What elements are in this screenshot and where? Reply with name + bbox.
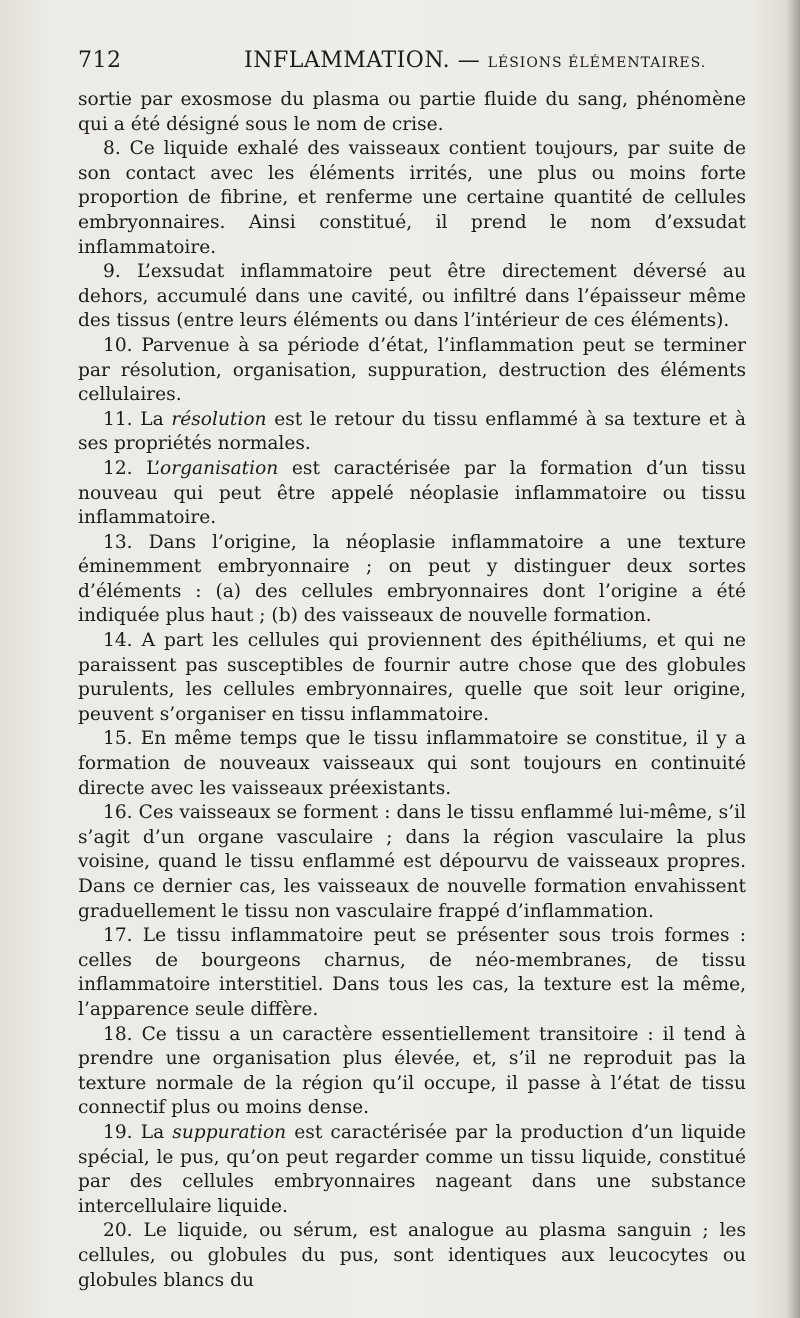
title-separator: — [457, 48, 481, 73]
page-edge-shadow [786, 0, 800, 1318]
paragraph-number: 14. [103, 630, 133, 652]
paragraph-number: 15. [103, 728, 133, 750]
paragraph-8: 8. Ce liquide exhalé des vaisseaux contient toujours, par suite de son contact avec les éléments irrités, une plus ou moins forte proportion de fibrine, et renferme une certaine quantité de cellules embryonnaires. Ainsi constitué, il prend le nom d’exsudat inflammatoire. [78, 138, 746, 258]
paragraph-number: 8. [103, 138, 121, 160]
paragraph-number: 12. [103, 457, 133, 479]
section-subtitle: LÉSIONS ÉLÉMENTAIRES. [487, 55, 707, 71]
paragraph-number: 17. [103, 925, 133, 947]
paragraph-number: 20. [103, 1220, 133, 1242]
paragraph-number: 9. [103, 261, 121, 283]
running-title [244, 48, 706, 73]
paragraph-18: 18. Ce tissu a un caractère essentiellement transitoire : il tend à prendre une organisation plus élevée, et, s’il ne reproduit pas la texture normale de la région qu’il occupe, il passe à l’état de tissu connectif plus ou moins dense. [78, 1023, 746, 1119]
paragraph-19: 19. La suppuration est caractérisée par la production d’un liquide spécial, le pus, qu’on peut regarder comme un tissu liquide, constitué par des cellules embryonnaires nageant dans une substance intercellulaire liquide. [78, 1121, 746, 1217]
emphasis-term: organisation [160, 457, 279, 479]
paragraph-continuation: sortie par exosmose du plasma ou partie fluide du sang, phénomène qui a été désigné sous le nom de crise. [78, 89, 746, 135]
paragraph-number: 16. [103, 802, 133, 824]
running-header [78, 48, 748, 78]
paragraph-14: 14. A part les cellules qui proviennent des épithéliums, et qui ne paraissent pas susceptibles de fournir autre chose que des globules purulents, les cellules embryonnaires, quelle que soit leur origine, peuvent s’organiser en tissu inflammatoire. [78, 630, 746, 725]
page-number: 712 [78, 48, 122, 73]
paragraph-16: 16. Ces vaisseaux se forment : dans le tissu enflammé lui-même, s’il s’agit d’un organe vasculaire ; dans la région vasculaire la plus voisine, quand le tissu enflammé est dépourvu de vaisseaux propres. Dans ce dernier cas, les vaisseaux de nouvelle formation envahissent graduellement le tissu non vasculaire frappé d’inflammation. [78, 802, 746, 922]
paragraph-number: 18. [103, 1023, 133, 1045]
paragraph-number: 13. [103, 531, 133, 553]
paragraph-15: 15. En même temps que le tissu inflammatoire se constitue, il y a formation de nouveaux vaisseaux qui sont toujours en continuité directe avec les vaisseaux préexistants. [78, 728, 746, 799]
paragraph-13: 13. Dans l’origine, la néoplasie inflammatoire a une texture éminemment embryonnaire ; on peut y distinguer deux sortes d’éléments : (a) des cellules embryonnaires dont l’origine a été indiquée plus haut ; (b) des vaisseaux de nouvelle formation. [78, 531, 746, 627]
paragraph-12: 12. L’organisation est caractérisée par la formation d’un tissu nouveau qui peut être appelé néoplasie inflammatoire ou tissu inflammatoire. [78, 457, 746, 529]
paragraph-9: 9. L’exsudat inflammatoire peut être directement déversé au dehors, accumulé dans une cavité, ou infiltré dans l’épaisseur même des tissus (entre leurs éléments ou dans l’intérieur de ces éléments). [78, 261, 746, 332]
paragraph-number: 19. [103, 1121, 133, 1143]
paragraph-number: 11. [103, 408, 133, 430]
emphasis-term: résolution [171, 408, 267, 430]
paragraph-17: 17. Le tissu inflammatoire peut se présenter sous trois formes : celles de bourgeons charnus, de néo-membranes, de tissu inflammatoire interstitiel. Dans tous les cas, la texture est la même, l’apparence seule diffère. [78, 925, 746, 1020]
paragraph-number: 10. [103, 334, 133, 356]
emphasis-term: suppuration [172, 1121, 287, 1143]
chapter-title: INFLAMMATION. [244, 48, 451, 73]
paragraph-20: 20. Le liquide, ou sérum, est analogue au plasma sanguin ; les cellules, ou globules du pus, sont identiques aux leucocytes ou globules blancs du [78, 1220, 746, 1291]
paragraph-11: 11. La résolution est le retour du tissu enflammé à sa texture et à ses propriétés normales. [78, 408, 746, 455]
paragraph-10: 10. Parvenue à sa période d’état, l’inflammation peut se terminer par résolution, organisation, suppuration, destruction des éléments cellulaires. [78, 334, 746, 406]
body-text [78, 88, 746, 1293]
